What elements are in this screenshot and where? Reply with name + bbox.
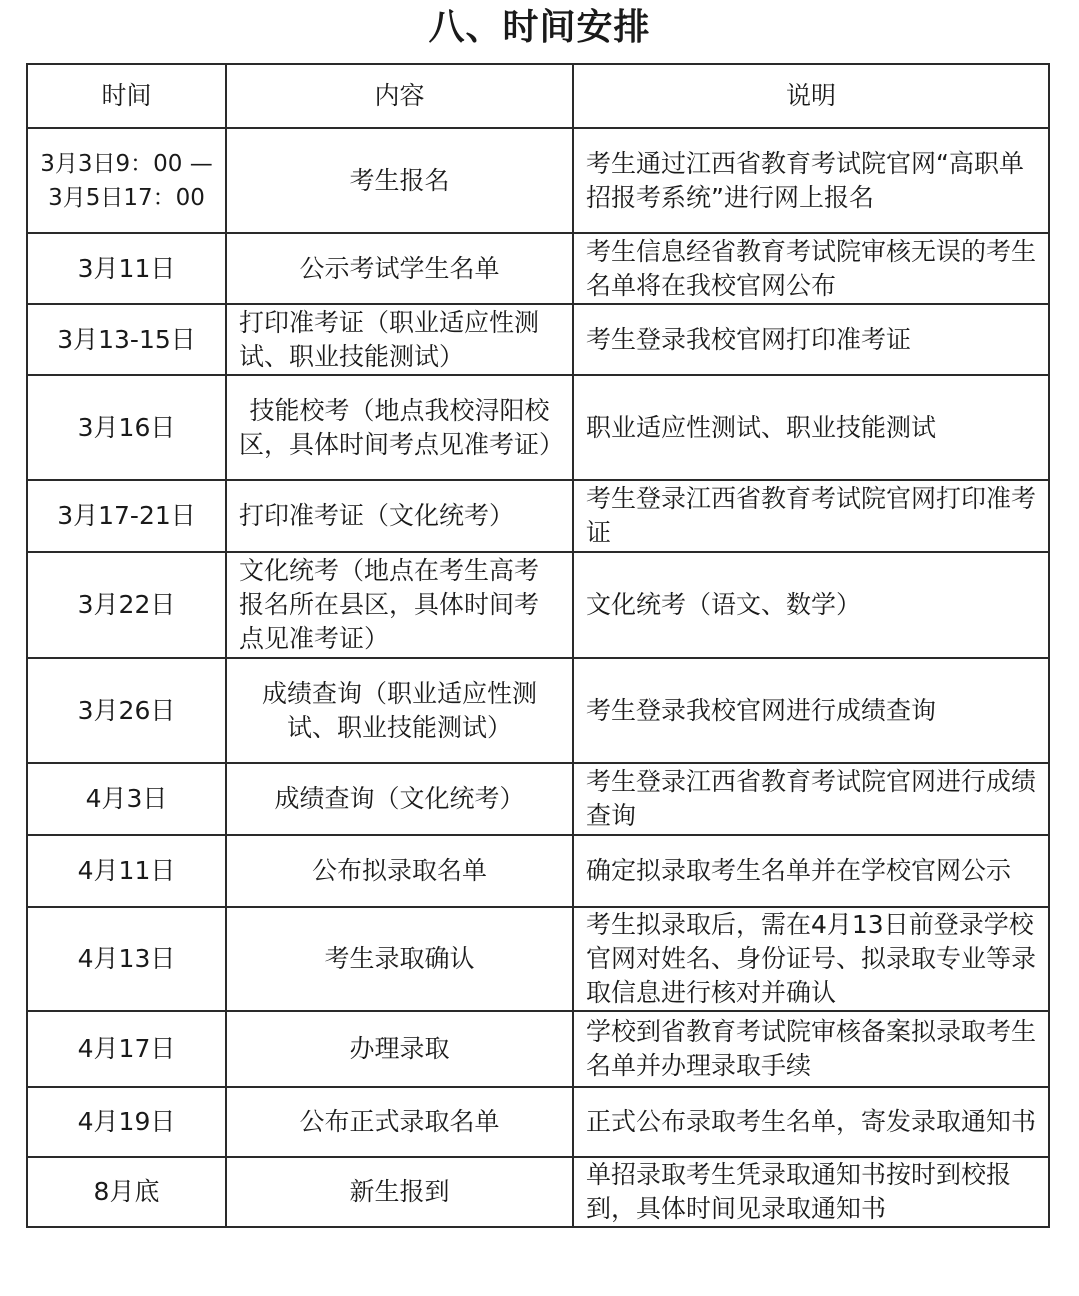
table-row bbox=[27, 304, 1049, 375]
page-title: 八、时间安排 bbox=[428, 7, 651, 48]
table-row bbox=[27, 1087, 1049, 1157]
row-content: 办理录取 bbox=[226, 1011, 573, 1087]
table-row bbox=[27, 480, 1049, 552]
row-content: 打印准考证（职业适应性测试、职业技能测试） bbox=[226, 304, 573, 375]
row-content: 考生报名 bbox=[226, 128, 573, 233]
row-note: 考生登录江西省教育考试院官网进行成绩查询 bbox=[573, 763, 1049, 835]
row-content: 考生录取确认 bbox=[226, 907, 573, 1011]
row-time: 4月19日 bbox=[27, 1087, 226, 1157]
table-row bbox=[27, 233, 1049, 304]
row-content: 成绩查询（职业适应性测试、职业技能测试） bbox=[226, 658, 573, 763]
column-header-time: 时间 bbox=[27, 64, 226, 128]
row-note: 文化统考（语文、数学） bbox=[573, 552, 1049, 658]
row-content: 公布拟录取名单 bbox=[226, 835, 573, 907]
table-row bbox=[27, 128, 1049, 233]
table-header-row bbox=[27, 64, 1049, 128]
row-note: 学校到省教育考试院审核备案拟录取考生名单并办理录取手续 bbox=[573, 1011, 1049, 1087]
row-content: 打印准考证（文化统考） bbox=[226, 480, 573, 552]
row-time: 3月26日 bbox=[27, 658, 226, 763]
table-row bbox=[27, 907, 1049, 1011]
row-content: 公示考试学生名单 bbox=[226, 233, 573, 304]
row-note: 确定拟录取考生名单并在学校官网公示 bbox=[573, 835, 1049, 907]
row-time: 3月11日 bbox=[27, 233, 226, 304]
column-header-note: 说明 bbox=[573, 64, 1049, 128]
row-note: 考生登录我校官网打印准考证 bbox=[573, 304, 1049, 375]
row-time: 4月3日 bbox=[27, 763, 226, 835]
row-note: 考生通过江西省教育考试院官网“高职单招报考系统”进行网上报名 bbox=[573, 128, 1049, 233]
row-time: 3月17-21日 bbox=[27, 480, 226, 552]
row-time: 4月17日 bbox=[27, 1011, 226, 1087]
row-time: 4月11日 bbox=[27, 835, 226, 907]
table-row bbox=[27, 835, 1049, 907]
row-note: 单招录取考生凭录取通知书按时到校报到，具体时间见录取通知书 bbox=[573, 1157, 1049, 1227]
row-time: 8月底 bbox=[27, 1157, 226, 1227]
row-time: 3月16日 bbox=[27, 375, 226, 480]
table-row bbox=[27, 552, 1049, 658]
row-note: 职业适应性测试、职业技能测试 bbox=[573, 375, 1049, 480]
table-row bbox=[27, 375, 1049, 480]
table-row bbox=[27, 1011, 1049, 1087]
row-content: 成绩查询（文化统考） bbox=[226, 763, 573, 835]
row-note: 考生拟录取后，需在4月13日前登录学校官网对姓名、身份证号、拟录取专业等录取信息进行核对并确认 bbox=[573, 907, 1049, 1011]
row-note: 考生登录江西省教育考试院官网打印准考证 bbox=[573, 480, 1049, 552]
table-row bbox=[27, 763, 1049, 835]
row-time: 3月13-15日 bbox=[27, 304, 226, 375]
row-time: 3月3日9：00 — 3月5日17：00 bbox=[27, 128, 226, 233]
column-header-content: 内容 bbox=[226, 64, 573, 128]
row-content: 公布正式录取名单 bbox=[226, 1087, 573, 1157]
row-note: 正式公布录取考生名单，寄发录取通知书 bbox=[573, 1087, 1049, 1157]
row-time: 4月13日 bbox=[27, 907, 226, 1011]
table-row bbox=[27, 658, 1049, 763]
schedule-table bbox=[26, 63, 1050, 1228]
table-row bbox=[27, 1157, 1049, 1227]
row-time: 3月22日 bbox=[27, 552, 226, 658]
row-content: 技能校考（地点我校浔阳校区，具体时间考点见准考证） bbox=[226, 375, 573, 480]
row-content: 新生报到 bbox=[226, 1157, 573, 1227]
row-note: 考生登录我校官网进行成绩查询 bbox=[573, 658, 1049, 763]
row-note: 考生信息经省教育考试院审核无误的考生名单将在我校官网公布 bbox=[573, 233, 1049, 304]
row-content: 文化统考（地点在考生高考报名所在县区，具体时间考点见准考证） bbox=[226, 552, 573, 658]
